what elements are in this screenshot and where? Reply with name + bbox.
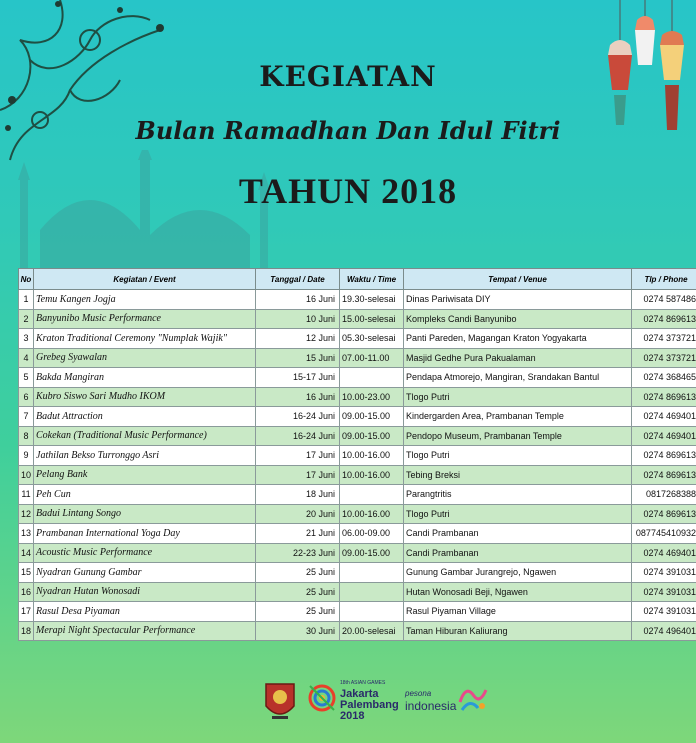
asian-games-emblem-icon bbox=[307, 678, 337, 718]
cell-no: 18 bbox=[19, 621, 34, 641]
indonesia-label: indonesia bbox=[405, 699, 457, 713]
asian-games-small-label: 18th ASIAN GAMES bbox=[340, 680, 386, 686]
cell-phone: 0274 869613 bbox=[632, 465, 696, 485]
cell-no: 10 bbox=[19, 465, 34, 485]
cell-venue: Pendapa Atmorejo, Mangiran, Srandakan Bantul bbox=[404, 368, 632, 388]
cell-time: 07.00-11.00 bbox=[340, 348, 404, 368]
cell-time: 10.00-16.00 bbox=[340, 446, 404, 466]
cell-date: 15-17 Juni bbox=[256, 368, 340, 388]
cell-venue: Dinas Pariwisata DIY bbox=[404, 290, 632, 310]
table-row bbox=[19, 621, 696, 641]
cell-venue: Candi Prambanan bbox=[404, 524, 632, 544]
cell-date: 16-24 Juni bbox=[256, 426, 340, 446]
table-row bbox=[19, 602, 696, 622]
cell-phone: 0274 869613 bbox=[632, 387, 696, 407]
cell-event: Cokekan (Traditional Music Performance) bbox=[34, 426, 256, 446]
cell-event: Pelang Bank bbox=[34, 465, 256, 485]
cell-time: 20.00-selesai bbox=[340, 621, 404, 641]
cell-event: Badut Attraction bbox=[34, 407, 256, 427]
cell-time bbox=[340, 563, 404, 583]
pesona-indonesia-wordmark bbox=[405, 688, 456, 712]
table-row bbox=[19, 543, 696, 563]
cell-time: 09.00-15.00 bbox=[340, 543, 404, 563]
cell-venue: Kompleks Candi Banyunibo bbox=[404, 309, 632, 329]
cell-phone: 0274 869613 bbox=[632, 446, 696, 466]
cell-date: 30 Juni bbox=[256, 621, 340, 641]
cell-event: Acoustic Music Performance bbox=[34, 543, 256, 563]
cell-venue: Pendopo Museum, Prambanan Temple bbox=[404, 426, 632, 446]
cell-time bbox=[340, 485, 404, 505]
cell-venue: Hutan Wonosadi Beji, Ngawen bbox=[404, 582, 632, 602]
cell-phone: 0274 587486 bbox=[632, 290, 696, 310]
cell-venue: Rasul Piyaman Village bbox=[404, 602, 632, 622]
cell-event: Kraton Traditional Ceremony "Numplak Wajik" bbox=[34, 329, 256, 349]
table-header-row bbox=[19, 269, 696, 290]
cell-venue: Parangtritis bbox=[404, 485, 632, 505]
cell-event: Nyadran Gunung Gambar bbox=[34, 563, 256, 583]
cell-phone: 0274 469401 bbox=[632, 426, 696, 446]
subtitle-ramadhan: Bulan Ramadhan Dan Idul Fitri bbox=[135, 116, 561, 145]
cell-phone: 0274 496401 bbox=[632, 621, 696, 641]
cell-time: 09.00-15.00 bbox=[340, 426, 404, 446]
cell-event: Merapi Night Spectacular Performance bbox=[34, 621, 256, 641]
cell-date: 25 Juni bbox=[256, 563, 340, 583]
asian-games-jakarta: Jakarta bbox=[340, 688, 379, 700]
cell-time: 10.00-23.00 bbox=[340, 387, 404, 407]
cell-phone: 0274 368465 bbox=[632, 368, 696, 388]
pesona-indonesia-emblem-icon bbox=[456, 682, 490, 716]
table-row bbox=[19, 504, 696, 524]
table-row bbox=[19, 524, 696, 544]
cell-venue: Kindergarden Area, Prambanan Temple bbox=[404, 407, 632, 427]
table-row bbox=[19, 309, 696, 329]
cell-phone: 0817268388 bbox=[632, 485, 696, 505]
cell-date: 21 Juni bbox=[256, 524, 340, 544]
cell-venue: Masjid Gedhe Pura Pakualaman bbox=[404, 348, 632, 368]
cell-event: Rasul Desa Piyaman bbox=[34, 602, 256, 622]
cell-time bbox=[340, 582, 404, 602]
cell-time: 10.00-16.00 bbox=[340, 504, 404, 524]
cell-venue: Candi Prambanan bbox=[404, 543, 632, 563]
cell-event: Peh Cun bbox=[34, 485, 256, 505]
cell-time: 06.00-09.00 bbox=[340, 524, 404, 544]
cell-date: 16 Juni bbox=[256, 290, 340, 310]
cell-event: Nyadran Hutan Wonosadi bbox=[34, 582, 256, 602]
cell-event: Bakda Mangiran bbox=[34, 368, 256, 388]
title-kegiatan: KEGIATAN bbox=[259, 60, 437, 93]
table-row bbox=[19, 368, 696, 388]
cell-phone: 0274 469401 bbox=[632, 407, 696, 427]
cell-date: 22-23 Juni bbox=[256, 543, 340, 563]
cell-no: 8 bbox=[19, 426, 34, 446]
cell-phone: 0274 469401 bbox=[632, 543, 696, 563]
cell-date: 15 Juni bbox=[256, 348, 340, 368]
table-row bbox=[19, 290, 696, 310]
cell-no: 4 bbox=[19, 348, 34, 368]
header-phone: Tlp / Phone bbox=[632, 269, 696, 290]
footer-logos bbox=[0, 676, 696, 726]
cell-event: Grebeg Syawalan bbox=[34, 348, 256, 368]
pesona-label: pesona bbox=[405, 689, 432, 698]
table-row bbox=[19, 446, 696, 466]
cell-venue: Panti Pareden, Magangan Kraton Yogyakarta bbox=[404, 329, 632, 349]
events-table bbox=[18, 268, 696, 641]
table-row bbox=[19, 465, 696, 485]
cell-phone: 087745410932 bbox=[632, 524, 696, 544]
cell-venue: Tlogo Putri bbox=[404, 446, 632, 466]
cell-phone: 0274 391031 bbox=[632, 602, 696, 622]
cell-no: 12 bbox=[19, 504, 34, 524]
cell-venue: Tebing Breksi bbox=[404, 465, 632, 485]
cell-venue: Tlogo Putri bbox=[404, 504, 632, 524]
title-year: TAHUN 2018 bbox=[238, 171, 458, 211]
asian-games-palembang: Palembang bbox=[340, 699, 399, 711]
cell-event: Jathilan Bekso Turronggo Asri bbox=[34, 446, 256, 466]
cell-date: 17 Juni bbox=[256, 465, 340, 485]
cell-no: 9 bbox=[19, 446, 34, 466]
events-table-container bbox=[18, 268, 696, 641]
cell-date: 17 Juni bbox=[256, 446, 340, 466]
cell-no: 15 bbox=[19, 563, 34, 583]
cell-event: Badui Lintang Songo bbox=[34, 504, 256, 524]
cell-time: 05.30-selesai bbox=[340, 329, 404, 349]
cell-time: 19.30-selesai bbox=[340, 290, 404, 310]
table-row bbox=[19, 387, 696, 407]
cell-no: 3 bbox=[19, 329, 34, 349]
cell-time bbox=[340, 368, 404, 388]
cell-date: 20 Juni bbox=[256, 504, 340, 524]
asian-games-wordmark bbox=[340, 678, 399, 722]
cell-no: 13 bbox=[19, 524, 34, 544]
cell-venue: Gunung Gambar Jurangrejo, Ngawen bbox=[404, 563, 632, 583]
header-date: Tanggal / Date bbox=[256, 269, 340, 290]
table-row bbox=[19, 407, 696, 427]
table-row bbox=[19, 563, 696, 583]
table-row bbox=[19, 348, 696, 368]
cell-event: Banyunibo Music Performance bbox=[34, 309, 256, 329]
government-seal-icon bbox=[262, 680, 298, 724]
cell-venue: Taman Hiburan Kaliurang bbox=[404, 621, 632, 641]
cell-date: 16-24 Juni bbox=[256, 407, 340, 427]
cell-date: 12 Juni bbox=[256, 329, 340, 349]
cell-no: 1 bbox=[19, 290, 34, 310]
cell-no: 17 bbox=[19, 602, 34, 622]
cell-venue: Tlogo Putri bbox=[404, 387, 632, 407]
cell-no: 16 bbox=[19, 582, 34, 602]
cell-date: 25 Juni bbox=[256, 602, 340, 622]
asian-games-year: 2018 bbox=[340, 710, 365, 722]
cell-time: 10.00-16.00 bbox=[340, 465, 404, 485]
cell-no: 11 bbox=[19, 485, 34, 505]
cell-time: 15.00-selesai bbox=[340, 309, 404, 329]
header-time: Waktu / Time bbox=[340, 269, 404, 290]
cell-event: Prambanan International Yoga Day bbox=[34, 524, 256, 544]
table-row bbox=[19, 329, 696, 349]
cell-no: 2 bbox=[19, 309, 34, 329]
cell-phone: 0274 391031 bbox=[632, 582, 696, 602]
cell-phone: 0274 869613 bbox=[632, 504, 696, 524]
cell-phone: 0274 391031 bbox=[632, 563, 696, 583]
cell-no: 6 bbox=[19, 387, 34, 407]
cell-phone: 0274 869613 bbox=[632, 309, 696, 329]
cell-time bbox=[340, 602, 404, 622]
cell-date: 10 Juni bbox=[256, 309, 340, 329]
cell-no: 7 bbox=[19, 407, 34, 427]
header-venue: Tempat / Venue bbox=[404, 269, 632, 290]
cell-no: 14 bbox=[19, 543, 34, 563]
cell-no: 5 bbox=[19, 368, 34, 388]
cell-phone: 0274 373721 bbox=[632, 329, 696, 349]
cell-date: 25 Juni bbox=[256, 582, 340, 602]
header-no: No bbox=[19, 269, 34, 290]
table-row bbox=[19, 426, 696, 446]
cell-time: 09.00-15.00 bbox=[340, 407, 404, 427]
cell-phone: 0274 373721 bbox=[632, 348, 696, 368]
cell-event: Temu Kangen Jogja bbox=[34, 290, 256, 310]
header-event: Kegiatan / Event bbox=[34, 269, 256, 290]
table-row bbox=[19, 485, 696, 505]
cell-date: 18 Juni bbox=[256, 485, 340, 505]
cell-date: 16 Juni bbox=[256, 387, 340, 407]
table-row bbox=[19, 582, 696, 602]
cell-event: Kubro Siswo Sari Mudho IKOM bbox=[34, 387, 256, 407]
